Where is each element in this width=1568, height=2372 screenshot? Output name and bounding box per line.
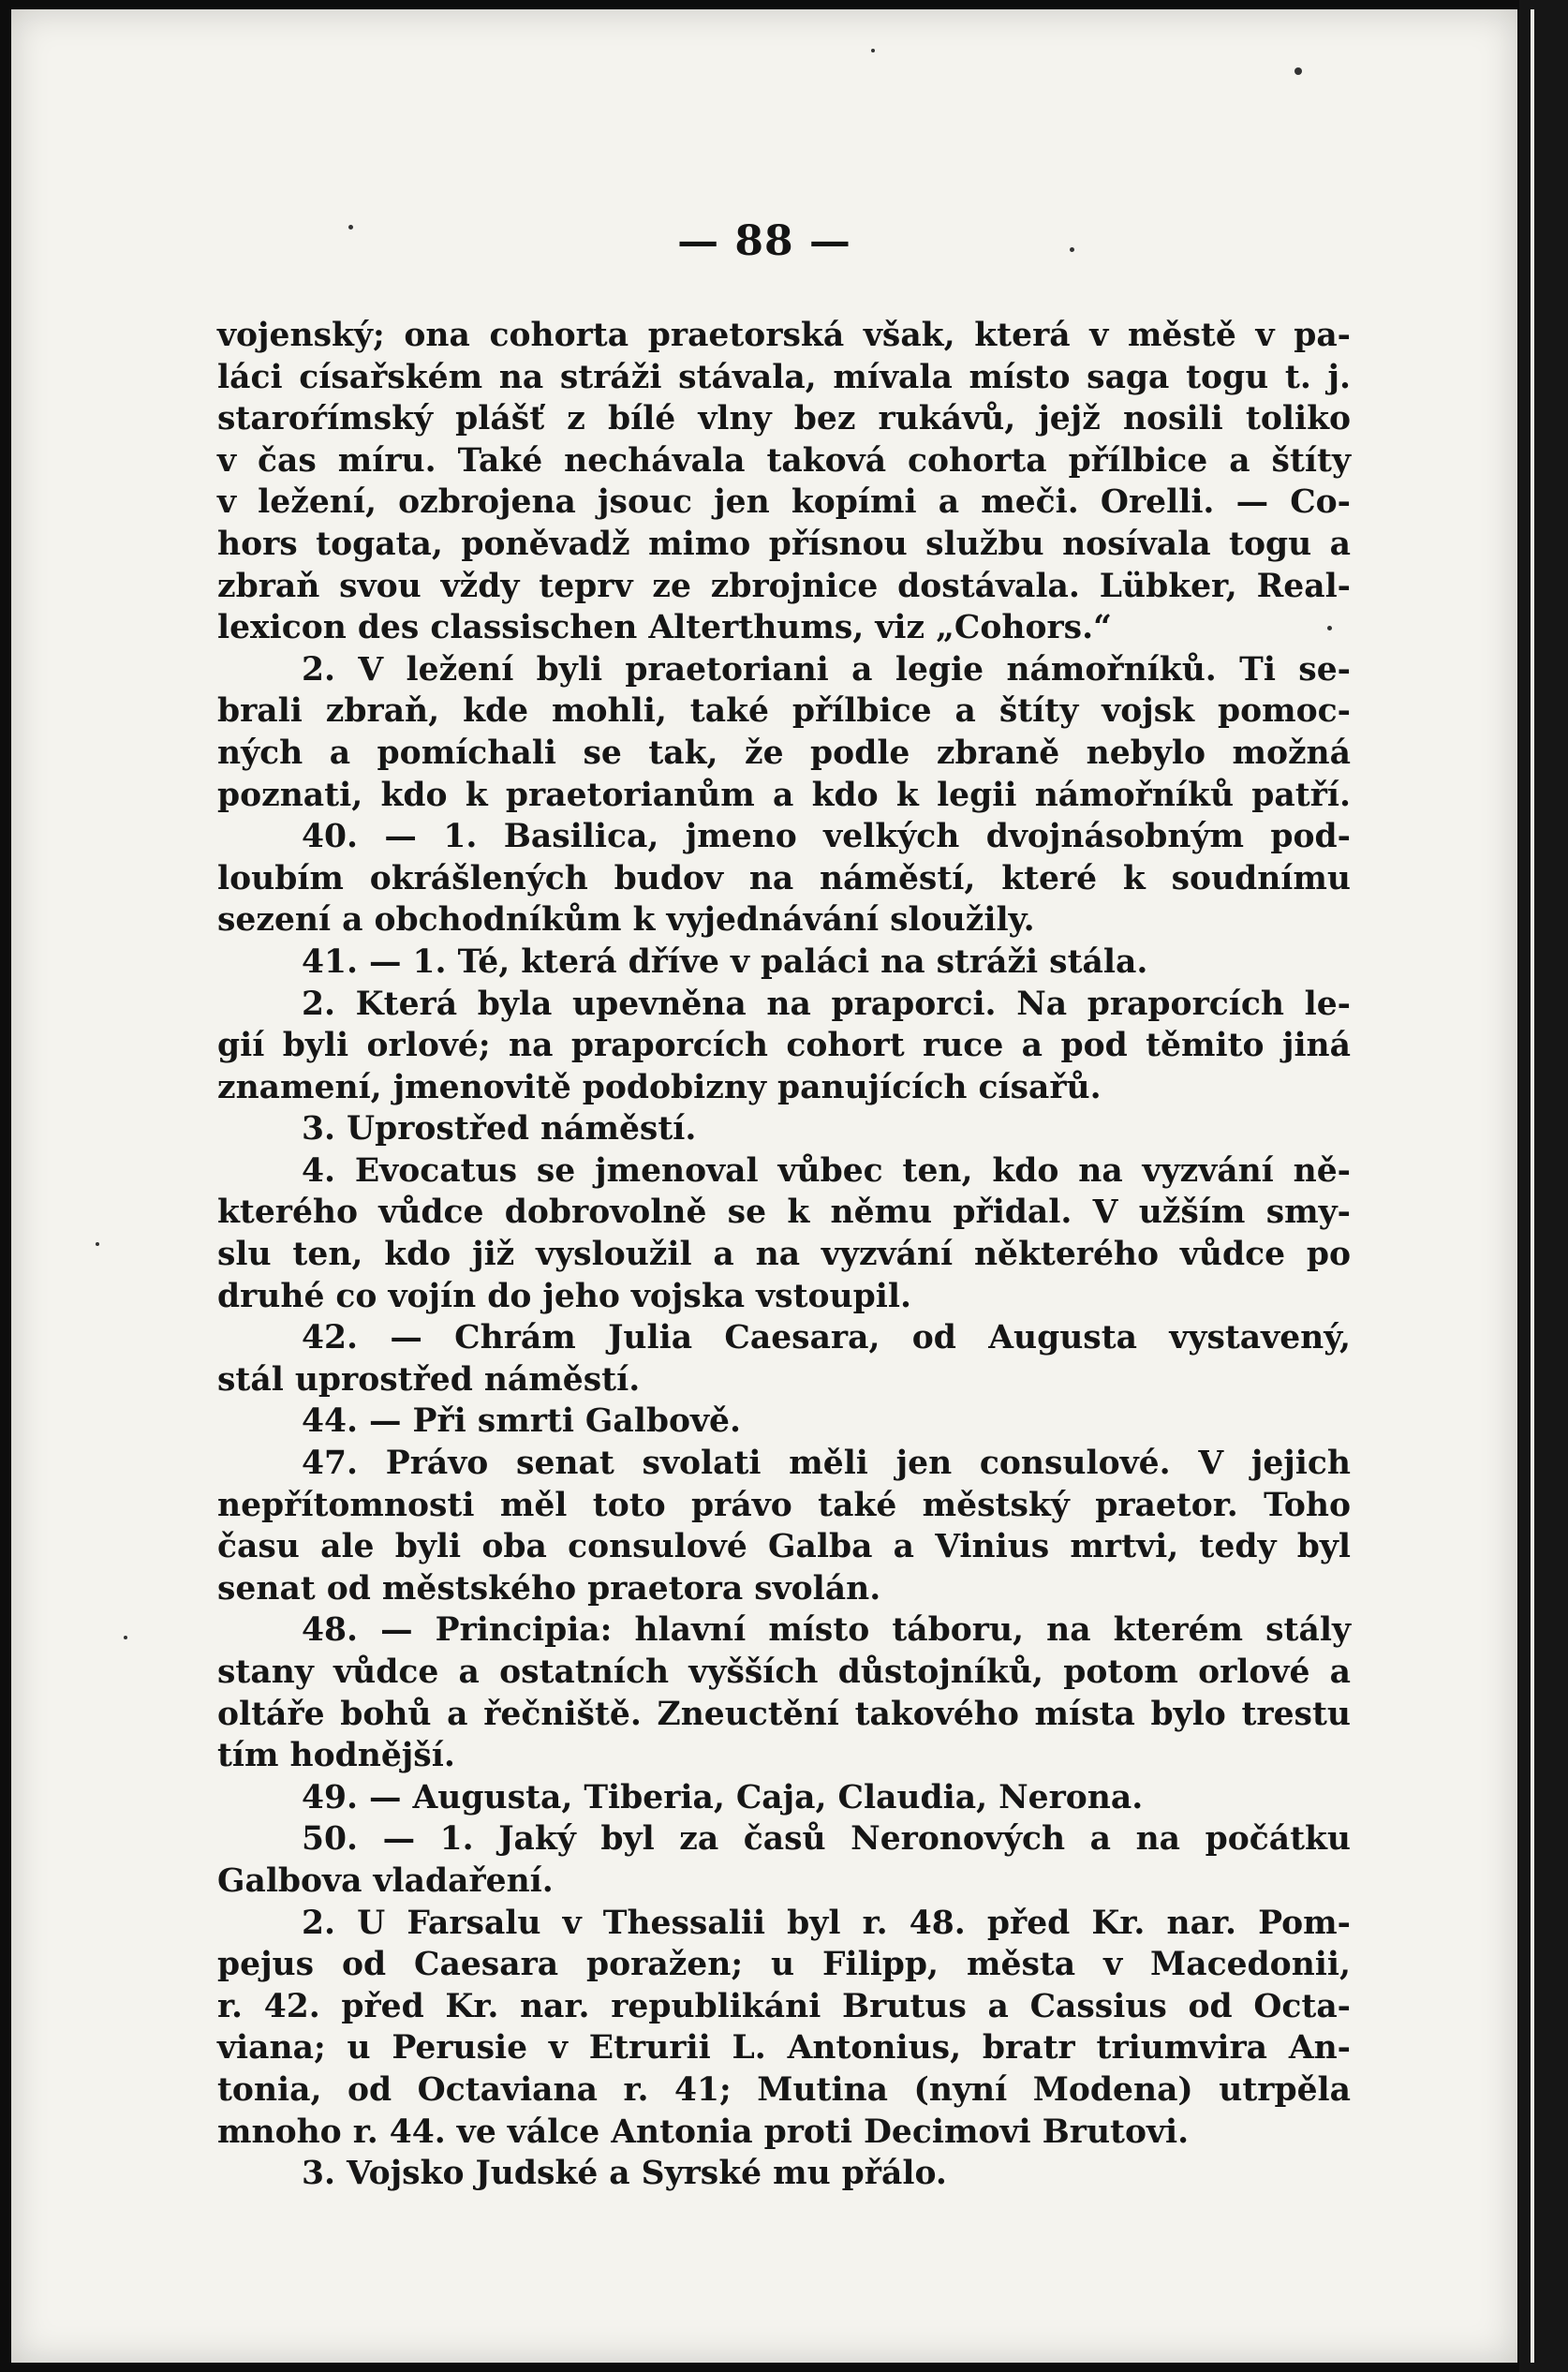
page-number: — 88 —: [677, 217, 851, 265]
scan-speck: [871, 49, 875, 52]
text-line: mnoho r. 44. ve válce Antonia proti Decimovi Brutovi.: [217, 2113, 1190, 2151]
text-line: 3. Uprostřed náměstí.: [302, 1110, 697, 1149]
text-line: brali zbraň, kde mohli, také přílbice a štíty vojsk pomoc-: [217, 692, 1351, 731]
text-line: pejus od Caesara poražen; u Filipp, města v Macedonii,: [217, 1946, 1351, 1984]
scan-speck: [348, 225, 353, 230]
text-line: v ležení, ozbrojena jsouc jen kopími a meči. Orelli. — Co-: [217, 483, 1351, 522]
text-line: senat od městského praetora svolán.: [217, 1569, 881, 1608]
text-line: 2. U Farsalu v Thessalii byl r. 48. před Kr. nar. Pom-: [302, 1904, 1351, 1942]
scan-speck: [1070, 247, 1074, 252]
text-line: kterého vůdce dobrovolně se k němu přidal. V užším smy-: [217, 1193, 1351, 1232]
scan-speck: [1294, 67, 1302, 75]
scan-speck: [96, 1242, 99, 1246]
text-line: gií byli orlové; na praporcích cohort ruce a pod těmito jiná: [217, 1027, 1351, 1065]
text-line: hors togata, poněvadž mimo přísnou službu nosívala togu a: [217, 525, 1351, 563]
text-line: oltáře bohů a řečniště. Zneuctění takového místa bylo trestu: [217, 1695, 1351, 1733]
text-line: 48. — Principia: hlavní místo táboru, na kterém stály: [302, 1611, 1351, 1650]
text-line: staroŕímský plášť z bílé vlny bez rukávů, jejž nosili toliko: [217, 400, 1351, 438]
text-line: 47. Právo senat svolati měli jen consulové. V jejich: [302, 1445, 1351, 1483]
text-line: 50. — 1. Jaký byl za časů Neronových a na počátku: [302, 1820, 1351, 1859]
text-line: láci císařském na stráži stávala, mívala místo saga togu t. j.: [217, 358, 1351, 396]
text-line: tím hodnější.: [217, 1737, 455, 1775]
text-line: Galbova vladaření.: [217, 1861, 554, 1900]
text-line: vojenský; ona cohorta praetorská však, která v městě v pa-: [217, 317, 1351, 354]
text-line: v čas míru. Také nechávala taková cohorta přílbice a štíty: [217, 441, 1351, 480]
text-line: 41. — 1. Té, která dříve v paláci na stráži stála.: [302, 942, 1148, 981]
text-line: 49. — Augusta, Tiberia, Caja, Claudia, Nerona.: [302, 1778, 1144, 1816]
text-line: loubím okrášlených budov na náměstí, které k soudnímu: [217, 859, 1351, 897]
text-line: 2. V ležení byli praetoriani a legie námořníků. Ti se-: [302, 650, 1351, 689]
text-line: druhé co vojín do jeho vojska vstoupil.: [217, 1277, 911, 1315]
text-line: stany vůdce a ostatních vyšších důstojníků, potom orlové a: [217, 1653, 1351, 1691]
text-line: poznati, kdo k praetorianům a kdo k legii námořníků patří.: [217, 776, 1351, 814]
text-line: zbraň svou vždy teprv ze zbrojnice dostávala. Lübker, Real-: [217, 567, 1351, 605]
book-page: [11, 9, 1517, 2363]
scan-speck: [124, 1636, 127, 1639]
text-line: stál uprostřed náměstí.: [217, 1360, 641, 1399]
scan-speck: [1327, 626, 1332, 630]
text-line: 44. — Při smrti Galbově.: [302, 1402, 742, 1441]
text-line: 4. Evocatus se jmenoval vůbec ten, kdo na vyzvání ně-: [302, 1151, 1351, 1190]
text-line: tonia, od Octaviana r. 41; Mutina (nyní Modena) utrpěla: [217, 2070, 1351, 2109]
text-line: viana; u Perusie v Etrurii L. Antonius, bratr triumvira An-: [217, 2029, 1351, 2068]
text-line: 2. Která byla upevněna na praporci. Na praporcích le-: [302, 985, 1351, 1023]
page-text: [217, 315, 1351, 2195]
text-line: ných a pomíchali se tak, že podle zbraně nebylo možná: [217, 734, 1351, 772]
text-line: 3. Vojsko Judské a Syrské mu přálo.: [302, 2155, 947, 2193]
text-line: lexicon des classischen Alterthums, viz „Cohors.“: [217, 609, 1112, 647]
text-line: r. 42. před Kr. nar. republikáni Brutus a Cassius od Octa-: [217, 1987, 1351, 2025]
text-line: nepřítomnosti měl toto právo také městský praetor. Toho: [217, 1486, 1351, 1524]
text-line: času ale byli oba consulové Galba a Vinius mrtvi, tedy byl: [217, 1528, 1351, 1566]
text-line: sezení a obchodníkům k vyjednávání sloužily.: [217, 901, 1035, 940]
text-line: znamení, jmenovitě podobizny panujících císařů.: [217, 1068, 1102, 1106]
next-page-edge: [1531, 9, 1534, 2363]
text-line: 40. — 1. Basilica, jmeno velkých dvojnásobným pod-: [302, 818, 1351, 856]
text-line: slu ten, kdo již vysloužil a na vyzvání některého vůdce po: [217, 1236, 1351, 1274]
text-line: 42. — Chrám Julia Caesara, od Augusta vystavený,: [302, 1319, 1351, 1357]
scan-right-margin: [1519, 0, 1568, 2372]
